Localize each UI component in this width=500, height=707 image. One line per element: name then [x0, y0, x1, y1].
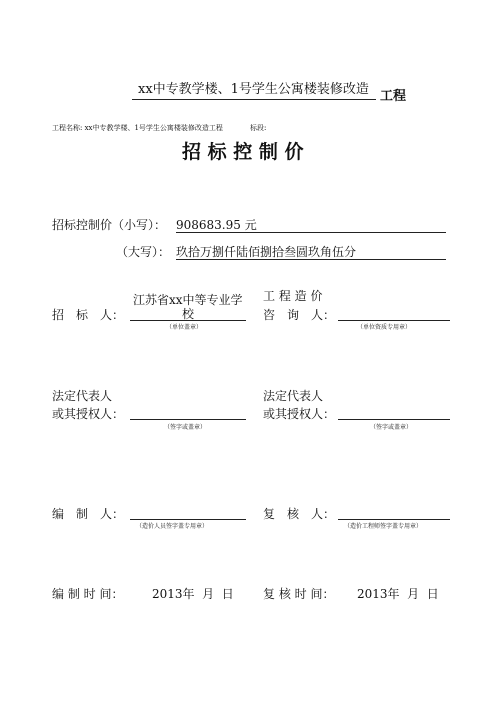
legal-rep-left-label-line2: 或其授权人： — [52, 407, 125, 421]
legal-rep-left-caption: （签字或盖章） — [164, 424, 207, 431]
price-big-value: 玖拾万捌仟陆佰捌拾叁圆玖角伍分 — [176, 245, 357, 259]
legal-rep-left-underline — [130, 419, 246, 420]
project-name-line: 工程名称: xx中专教学楼、1号学生公寓楼装修改造工程 — [52, 124, 223, 132]
reviewer-caption: （造价工程师签字盖专用章） — [344, 523, 423, 530]
compile-time-value: 2013年 月 日 — [152, 587, 234, 601]
tenderer-value-line2: 校 — [182, 307, 195, 321]
compiler-label: 编 制 人： — [52, 507, 125, 521]
review-time-label: 复 核 时 间： — [263, 587, 335, 601]
price-small-value: 908683.95 元 — [176, 218, 257, 232]
legal-rep-right-underline — [338, 419, 450, 420]
project-title-suffix: 工程 — [380, 89, 407, 104]
legal-rep-right-label-line2: 或其授权人： — [263, 407, 336, 421]
tenderer-value-line1: 江苏省xx中等专业学 — [133, 293, 243, 307]
compiler-caption: （造价人员签字盖专用章） — [136, 523, 209, 530]
legal-rep-right-label-line1: 法定代表人 — [263, 389, 324, 403]
tenderer-caption: （单位盖章） — [166, 324, 203, 331]
price-big-label: （大写）： — [116, 245, 171, 259]
project-title-underline — [132, 99, 376, 100]
document-title: 招 标 控 制 价 — [182, 141, 304, 163]
legal-rep-left-label-line1: 法定代表人 — [52, 389, 113, 403]
price-small-underline — [176, 232, 446, 233]
compiler-underline — [130, 519, 246, 520]
tenderer-label: 招 标 人： — [52, 308, 125, 322]
consultant-label-line1: 工 程 造 价 — [263, 289, 323, 303]
reviewer-underline — [338, 519, 450, 520]
consultant-label-line2: 咨 询 人： — [263, 308, 336, 322]
compile-time-label: 编 制 时 间： — [52, 587, 124, 601]
reviewer-label: 复 核 人： — [263, 507, 336, 521]
legal-rep-right-caption: （签字或盖章） — [370, 424, 413, 431]
price-big-underline — [176, 259, 446, 260]
project-title: xx中专教学楼、1号学生公寓楼装修改造 — [138, 82, 369, 97]
consultant-underline — [338, 320, 450, 321]
tenderer-underline — [130, 320, 246, 321]
price-small-label: 招标控制价（小写）： — [52, 218, 167, 232]
review-time-value: 2013年 月 日 — [357, 587, 439, 601]
section-label: 标段: — [250, 124, 267, 132]
consultant-caption: （单位资质专用章） — [357, 324, 412, 331]
